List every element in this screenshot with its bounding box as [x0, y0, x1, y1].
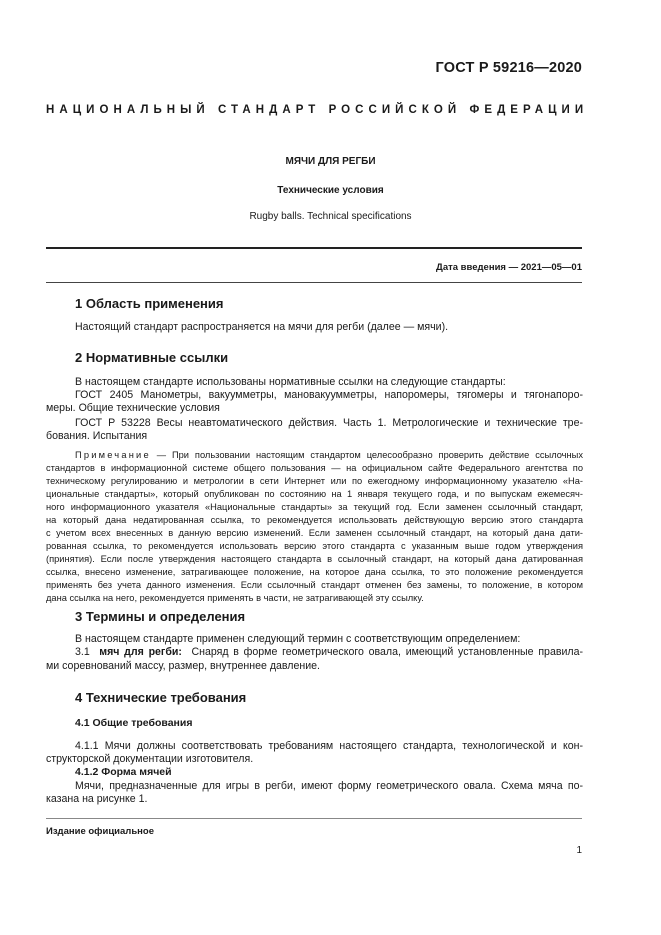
- title-divider: [46, 247, 582, 249]
- section-3-intro: В настоящем стандарте применен следующий термин с соответствующим определением:: [75, 633, 521, 645]
- footer-divider: [46, 818, 582, 819]
- note-line: стандартов в информационной системе общего пользования — на официальном сайте Федерального агентства по: [46, 463, 583, 473]
- term-definition-line1: 3.1 мяч для регби: Снаряд в форме геометрического овала, имеющий установленные правила-: [75, 646, 583, 658]
- note-line: ссылка, внесено изменение, затрагивающее положение, на которое дана ссылка, то это положение рекомендуется: [46, 567, 583, 577]
- official-edition-label: Издание официальное: [46, 826, 154, 837]
- document-title: МЯЧИ ДЛЯ РЕГБИ: [285, 156, 376, 167]
- note-line: с учетом всех внесенных в данную версию изменений. Если заменен ссылочный стандарт, на который дана дати-: [46, 528, 583, 538]
- note-line-last: дана ссылка на него, рекомендуется применять в части, не затрагивающей эту ссылку.: [46, 593, 424, 603]
- page-number: 1: [576, 845, 582, 856]
- subsection-4-1-2-heading: 4.1.2 Форма мячей: [75, 766, 172, 778]
- date-divider: [46, 282, 582, 283]
- section-2-intro: В настоящем стандарте использованы нормативные ссылки на следующие стандарты:: [75, 376, 506, 388]
- note-label: Примечание: [75, 450, 151, 460]
- reference-gost-2405-line1: ГОСТ 2405 Манометры, вакуумметры, мановакуумметры, напоромеры, тягомеры и тягонапоро-: [75, 389, 583, 401]
- note-line: (принятия). Если после утверждения настоящего стандарта в ссылочный стандарт, на который дана датированная: [46, 554, 583, 564]
- clause-4-1-2-line1: Мячи, предназначенные для игры в регби, имеют форму геометрического овала. Схема мяча по-: [75, 780, 583, 792]
- document-title-english: Rugby balls. Technical specifications: [249, 211, 412, 222]
- clause-4-1-1-line2: структорской документации изготовителя.: [46, 753, 254, 765]
- national-standard-banner: НАЦИОНАЛЬНЫЙ СТАНДАРТ РОССИЙСКОЙ ФЕДЕРАЦИИ: [46, 104, 589, 116]
- document-subtitle: Технические условия: [277, 185, 384, 196]
- term-definition-line2: ми соревнований массу, размер, внутреннее давление.: [46, 660, 320, 672]
- section-3-heading: 3 Термины и определения: [75, 609, 246, 624]
- section-1-heading: 1 Область применения: [75, 296, 224, 311]
- reference-gost-53228-line1: ГОСТ Р 53228 Весы неавтоматического действия. Часть 1. Метрологические и технические тре-: [75, 417, 583, 429]
- note-line: техническому регулированию и метрологии в сети Интернет или по ежегодному информационному указателю «На-: [46, 476, 583, 486]
- clause-4-1-2-line2: казана на рисунке 1.: [46, 793, 148, 805]
- gost-number: ГОСТ Р 59216—2020: [435, 60, 582, 76]
- reference-gost-2405-line2: меры. Общие технические условия: [46, 402, 220, 414]
- note-line: на который дана недатированная ссылка, то рекомендуется использовать действующую версию этого стандарта: [46, 515, 583, 525]
- note-line-1: Примечание — При пользовании настоящим стандартом целесообразно проверить действие ссылочных: [75, 450, 583, 460]
- reference-gost-53228-line2: бования. Испытания: [46, 430, 148, 442]
- note-line: ного информационного указателя «Национальные стандарты» за текущий год. Если заменен ссылочный стандарт,: [46, 502, 583, 512]
- note-line: рованная ссылка, то рекомендуется использовать версию этого стандарта с указанным выше годом утверждения: [46, 541, 583, 551]
- clause-4-1-1-line1: 4.1.1 Мячи должны соответствовать требованиям настоящего стандарта, технологической и кон-: [75, 740, 583, 752]
- note-line: применять без учета данного изменения. Если ссылочный стандарт отменен без замены, то положение, в котором: [46, 580, 583, 590]
- effective-date: Дата введения — 2021—05—01: [436, 262, 582, 273]
- subsection-4-1-heading: 4.1 Общие требования: [75, 717, 193, 729]
- term-number: 3.1: [75, 646, 90, 658]
- note-line: циональные стандарты», который опубликован по состоянию на 1 января текущего года, и по выпускам ежемесяч-: [46, 489, 583, 499]
- section-1-text: Настоящий стандарт распространяется на мячи для регби (далее — мячи).: [75, 321, 449, 333]
- term-name: мяч для регби:: [99, 646, 182, 658]
- section-2-heading: 2 Нормативные ссылки: [75, 350, 229, 365]
- section-4-heading: 4 Технические требования: [75, 690, 247, 705]
